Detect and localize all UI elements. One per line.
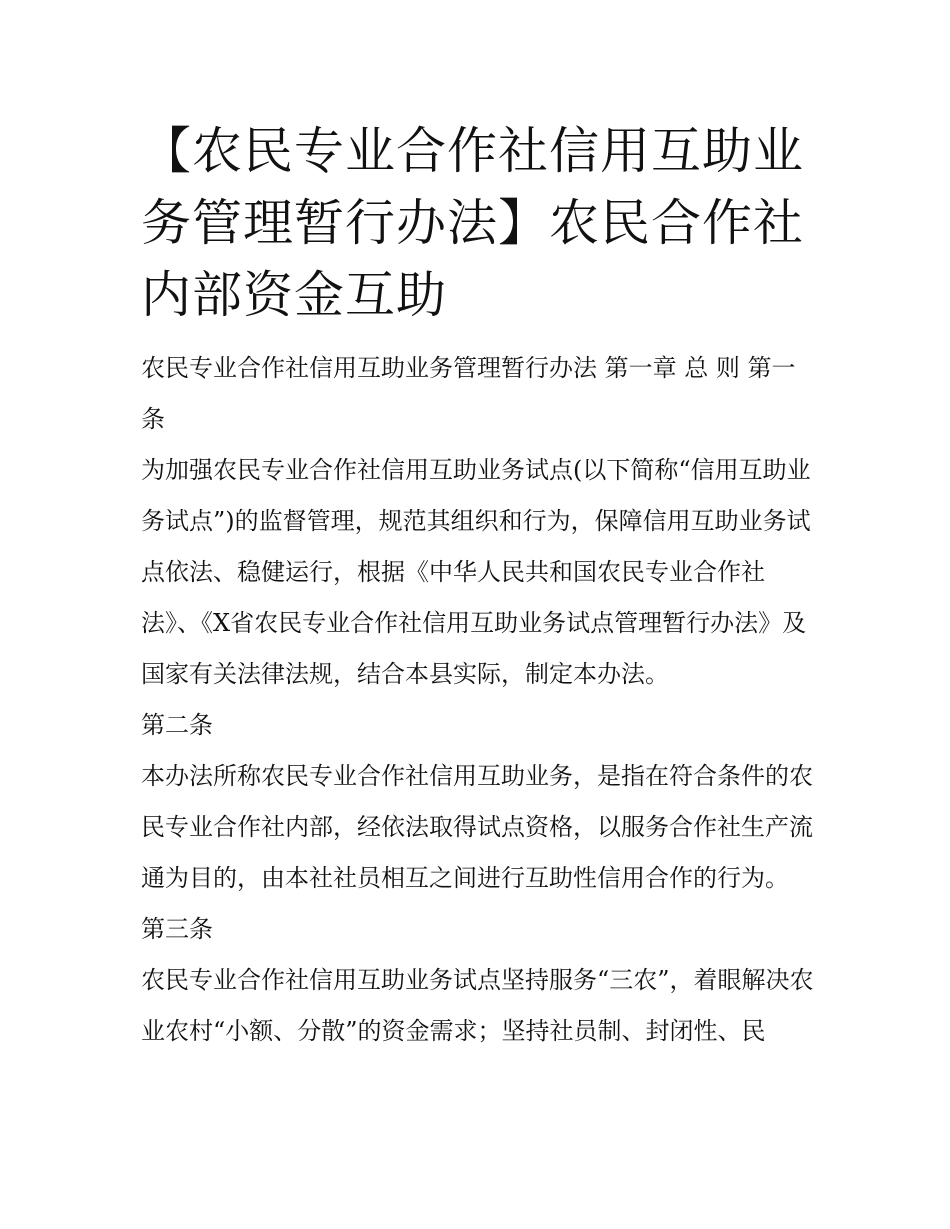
article-3-heading: 第三条 bbox=[141, 915, 213, 943]
paragraph-article-1: 为加强农民专业合作社信用互助业务试点(以下简称“信用互助业务试点”)的监督管理，规范其组织和行为，保障信用互助业务试点依法、稳健运行，根据《中华人民共和国农民专业合作社法》、《X省农民专业合作社信用互助业务试点管理暂行办法》及国家有关法律法规，结合本县实际，制定本办法。 bbox=[141, 456, 811, 688]
document-title: 【农民专业合作社信用互助业务管理暂行办法】农民合作社内部资金互助 bbox=[141, 122, 804, 324]
article-2-heading: 第二条 bbox=[141, 711, 213, 739]
document-body bbox=[141, 115, 817, 1057]
paragraph-chapter-heading: 农民专业合作社信用互助业务管理暂行办法 第一章 总 则 第一条 bbox=[141, 354, 796, 433]
paragraph-article-2: 本办法所称农民专业合作社信用互助业务，是指在符合条件的农民专业合作社内部，经依法取得试点资格，以服务合作社生产流通为目的，由本社社员相互之间进行互助性信用合作的行为。 bbox=[141, 762, 813, 892]
paragraph-article-3: 农民专业合作社信用互助业务试点坚持服务“三农”，着眼解决农业农村“小额、分散”的资金需求；坚持社员制、封闭性、民 bbox=[141, 966, 814, 1045]
